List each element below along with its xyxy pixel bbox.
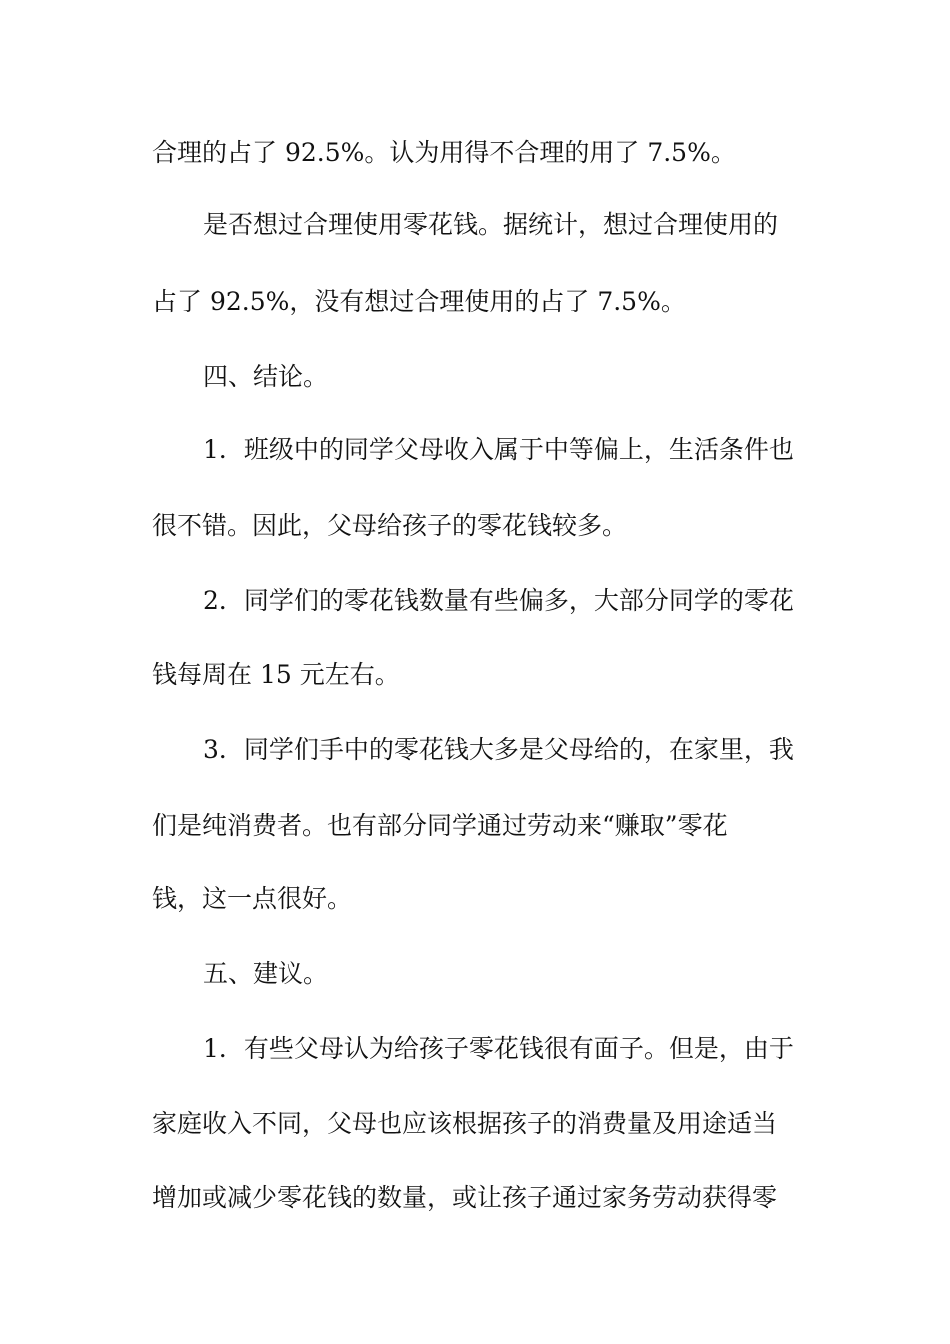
text-line-2: 是否想过合理使用零花钱。据统计，想过合理使用的 [203,210,779,239]
section-heading-conclusion: 四、结论。 [203,362,329,391]
text-line-3: 占了 92.5%，没有想过合理使用的占了 7.5%。 [152,287,686,316]
text-line-7: 2．同学们的零花钱数量有些偏多，大部分同学的零花 [203,586,794,615]
text-line-9: 3．同学们手中的零花钱大多是父母给的，在家里，我 [203,735,794,764]
text-line-6: 很不错。因此，父母给孩子的零花钱较多。 [152,511,628,540]
text-line-10: 们是纯消费者。也有部分同学通过劳动来“赚取”零花 [152,811,728,840]
text-line-5: 1．班级中的同学父母收入属于中等偏上，生活条件也 [203,435,794,464]
text-line-13: 1．有些父母认为给孩子零花钱很有面子。但是，由于 [203,1034,794,1063]
text-line-1: 合理的占了 92.5%。认为用得不合理的用了 7.5%。 [152,138,736,167]
text-line-14: 家庭收入不同，父母也应该根据孩子的消费量及用途适当 [152,1109,778,1138]
text-line-15: 增加或减少零花钱的数量，或让孩子通过家务劳动获得零 [152,1183,778,1212]
text-line-11: 钱，这一点很好。 [152,884,353,913]
text-line-8: 钱每周在 15 元左右。 [152,660,400,689]
section-heading-suggestions: 五、建议。 [203,959,329,988]
